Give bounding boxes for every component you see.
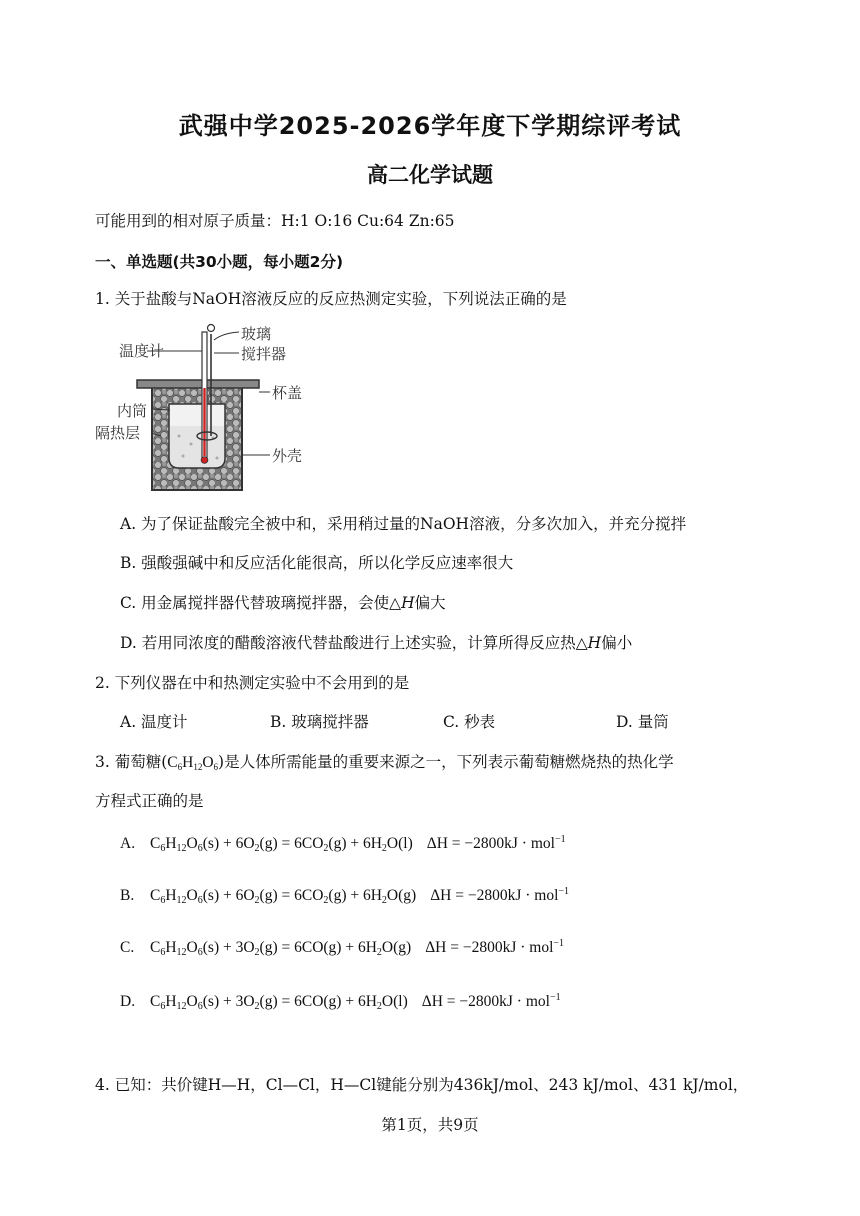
q2-option-d: D. 量筒 [616,713,669,731]
q3-option-b [120,886,569,906]
q3-option-c [120,938,564,958]
equation: $C_6H_{12}O_6(s) + 6O_2(g) = 6CO_2(g) + 6H_2O(l)$ [150,835,413,855]
q1-option-d: D. 若用同浓度的醋酸溶液代替盐酸进行上述实验，计算所得反应热△H偏小 [120,634,633,652]
enthalpy-change: ΔH = −2800kJ · mol$^{-1}$ [430,886,570,905]
q4-stem: 4. 已知：共价键H—H，Cl—Cl，H—Cl键能分别为436kJ/mol、243 kJ/mol、431 kJ/mol， [95,1076,749,1094]
label-inner: 内筒 [117,402,148,420]
label-lid: 杯盖 [272,384,303,402]
q2-option-c: C. 秒表 [443,713,496,731]
q3-stem: 3. 葡萄糖$(C_6H_{12}O_6)$是人体所需能量的重要来源之一，下列表示葡萄糖燃烧热的热化学 [95,753,674,772]
option-label: B. [120,887,135,905]
label-stirrer: 搅拌器 [241,345,287,363]
label-glass: 玻璃 [241,325,272,343]
equation: $C_6H_{12}O_6(s) + 3O_2(g) = 6CO(g) + 6H_2O(l)$ [150,993,408,1013]
q3-option-a [120,834,566,854]
option-label: A. [120,835,136,853]
option-label: C. [120,939,135,957]
exam-subtitle: 高二化学试题 [367,163,493,187]
equation: $C_6H_{12}O_6(s) + 6O_2(g) = 6CO_2(g) + 6H_2O(g)$ [150,887,417,907]
label-thermometer: 温度计 [119,342,165,360]
option-label: D. [120,993,136,1011]
exam-title: 武强中学2025-2026学年度下学期综评考试 [178,112,682,140]
section-heading: 一、单选题(共30小题，每小题2分) [95,253,344,271]
atomic-masses-note: 可能用到的相对原子质量：H:1 O:16 Cu:64 Zn:65 [95,212,455,230]
q1-option-b: B. 强酸强碱中和反应活化能很高，所以化学反应速率很大 [120,554,514,572]
enthalpy-change: ΔH = −2800kJ · mol$^{-1}$ [426,834,566,853]
q2-option-a: A. 温度计 [120,713,188,731]
q3-option-d [120,992,561,1012]
label-shell: 外壳 [272,447,303,465]
page-number: 第1页，共9页 [381,1116,479,1134]
enthalpy-change: ΔH = −2800kJ · mol$^{-1}$ [425,938,565,957]
calorimeter-diagram [95,318,325,498]
q2-option-b: B. 玻璃搅拌器 [270,713,369,731]
q2-stem: 2. 下列仪器在中和热测定实验中不会用到的是 [95,674,410,692]
q1-option-c: C. 用金属搅拌器代替玻璃搅拌器，会使△H偏大 [120,594,446,612]
q1-stem: 1. 关于盐酸与NaOH溶液反应的反应热测定实验，下列说法正确的是 [95,290,567,308]
equation: $C_6H_{12}O_6(s) + 3O_2(g) = 6CO(g) + 6H_2O(g)$ [150,939,412,959]
q3-stem-line2: 方程式正确的是 [95,792,204,810]
q1-option-a: A. 为了保证盐酸完全被中和，采用稍过量的NaOH溶液，分多次加入，并充分搅拌 [120,515,687,533]
enthalpy-change: ΔH = −2800kJ · mol$^{-1}$ [421,992,561,1011]
lid [137,380,259,388]
label-insulation: 隔热层 [95,424,141,442]
